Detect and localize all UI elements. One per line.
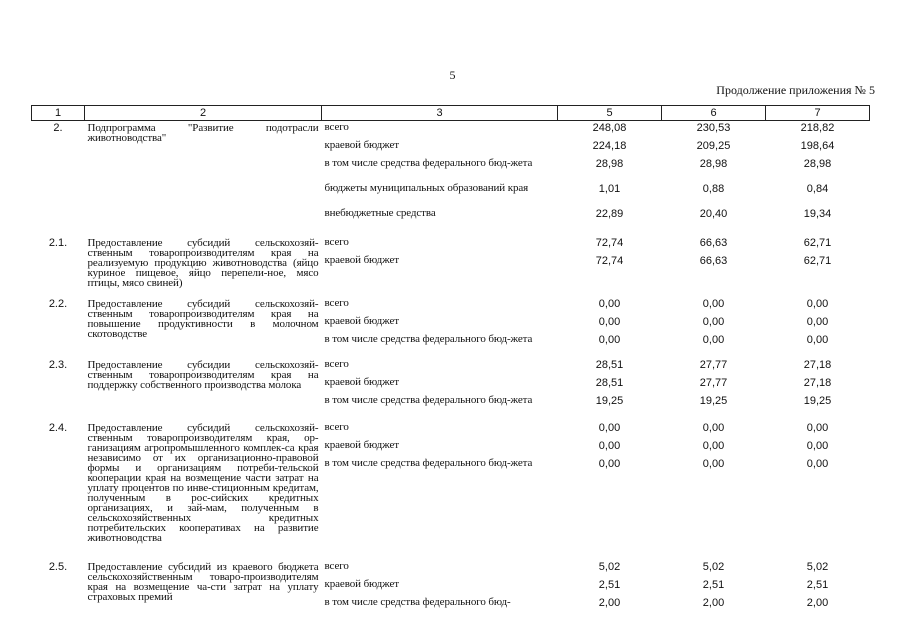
value-cell: 66,63 xyxy=(699,254,728,267)
value-cell: 27,77 xyxy=(699,376,728,389)
value-cell: 20,40 xyxy=(699,208,728,220)
value-cell: 27,18 xyxy=(803,358,832,371)
value-cell: 72,74 xyxy=(595,254,624,267)
value-cell: 0,88 xyxy=(702,183,725,195)
source-line: в том числе средства федерального бюд-жета xyxy=(324,393,533,406)
values-col-7 xyxy=(766,297,870,358)
values-col-6 xyxy=(662,421,766,560)
values-col-7 xyxy=(766,236,870,297)
table-row xyxy=(32,421,870,560)
values-col-5 xyxy=(558,121,662,236)
values-col-7 xyxy=(766,121,870,236)
value-cell: 0,00 xyxy=(702,457,725,470)
values-col-7 xyxy=(766,560,870,614)
row-number: 2.1. xyxy=(48,236,68,249)
value-cell: 62,71 xyxy=(803,236,832,249)
header-col-1: 1 xyxy=(32,106,85,121)
value-cell: 0,84 xyxy=(806,183,829,195)
value-cell: 0,00 xyxy=(702,421,725,434)
values-col-7 xyxy=(766,421,870,560)
source-line: всего xyxy=(324,559,349,572)
table-row xyxy=(32,560,870,614)
values-col-5 xyxy=(558,236,662,297)
source-line: краевой бюджет xyxy=(324,139,399,151)
value-cell: 218,82 xyxy=(800,122,835,134)
values-col-6 xyxy=(662,297,766,358)
values-col-5 xyxy=(558,297,662,358)
source-line: всего xyxy=(324,235,349,248)
value-cell: 19,25 xyxy=(803,394,832,407)
value-cell: 0,00 xyxy=(598,333,621,346)
header-col-3: 3 xyxy=(322,106,558,121)
value-cell: 72,74 xyxy=(595,236,624,249)
value-cell: 0,00 xyxy=(598,457,621,470)
value-cell: 19,25 xyxy=(699,394,728,407)
source-line: в том числе средства федерального бюд-жета xyxy=(324,332,533,345)
table-header xyxy=(32,106,870,121)
row-number: 2.3. xyxy=(48,358,68,371)
values-col-6 xyxy=(662,560,766,614)
source-line: краевой бюджет xyxy=(324,314,399,327)
value-cell: 19,25 xyxy=(595,394,624,407)
value-cell: 28,98 xyxy=(595,158,624,170)
source-line: всего xyxy=(324,357,349,370)
source-line: краевой бюджет xyxy=(324,438,399,451)
source-line: краевой бюджет xyxy=(324,375,399,388)
funding-sources xyxy=(322,297,558,358)
budget-table xyxy=(31,105,870,614)
source-line: краевой бюджет xyxy=(324,577,399,590)
table-row xyxy=(32,236,870,297)
value-cell: 0,00 xyxy=(598,297,621,310)
value-cell: 5,02 xyxy=(598,560,621,573)
values-col-6 xyxy=(662,236,766,297)
value-cell: 2,51 xyxy=(702,578,725,591)
source-line: в том числе средства федерального бюд-жета xyxy=(324,456,533,469)
source-line: всего xyxy=(324,121,349,133)
value-cell: 248,08 xyxy=(592,122,627,134)
row-name: Предоставление субсидии сельскохозяй-ственным товаропроизводителям края на поддержку собственного производства молока xyxy=(87,358,319,391)
table-row xyxy=(32,358,870,421)
value-cell: 66,63 xyxy=(699,236,728,249)
value-cell: 22,89 xyxy=(595,208,624,220)
value-cell: 0,00 xyxy=(702,439,725,452)
value-cell: 5,02 xyxy=(806,560,829,573)
row-name: Предоставление субсидий сельскохозяй-ственным товаропроизводителям края на повышение продуктивности в молочном скотоводстве xyxy=(87,297,319,340)
value-cell: 27,77 xyxy=(699,358,728,371)
row-name: Предоставление субсидий сельскохозяй-ственным товаропроизводителям края на реализуемую продукцию животноводства (яйцо куриное пищевое, яйцо перепели-ное, мясо птицы, мясо свиней) xyxy=(87,236,319,289)
value-cell: 5,02 xyxy=(702,560,725,573)
header-col-7: 7 xyxy=(766,106,870,121)
funding-sources xyxy=(322,358,558,421)
row-number: 2.5. xyxy=(48,560,68,573)
value-cell: 0,00 xyxy=(702,333,725,346)
values-col-5 xyxy=(558,421,662,560)
source-line: в том числе средства федерального бюд- xyxy=(324,595,511,608)
value-cell: 198,64 xyxy=(800,140,835,152)
source-line: бюджеты муниципальных образований края xyxy=(324,182,529,194)
value-cell: 0,00 xyxy=(702,297,725,310)
header-row xyxy=(32,106,870,121)
row-name: Подпрограмма "Развитие подотрасли животноводства" xyxy=(87,122,319,144)
value-cell: 2,00 xyxy=(598,596,621,609)
source-line: внебюджетные средства xyxy=(324,207,436,219)
value-cell: 28,98 xyxy=(699,158,728,170)
value-cell: 2,00 xyxy=(806,596,829,609)
value-cell: 2,51 xyxy=(598,578,621,591)
value-cell: 28,51 xyxy=(595,358,624,371)
value-cell: 2,51 xyxy=(806,578,829,591)
value-cell: 0,00 xyxy=(598,439,621,452)
values-col-6 xyxy=(662,358,766,421)
value-cell: 19,34 xyxy=(803,208,832,220)
table-row xyxy=(32,297,870,358)
value-cell: 1,01 xyxy=(598,183,621,195)
value-cell: 62,71 xyxy=(803,254,832,267)
value-cell: 0,00 xyxy=(806,457,829,470)
value-cell: 230,53 xyxy=(696,122,731,134)
page-number: 5 xyxy=(449,68,456,82)
source-line: всего xyxy=(324,420,349,433)
header-col-6: 6 xyxy=(662,106,766,121)
row-name: Предоставление субсидий сельскохозяй-ственным товаропроизводителям края, ор-ганизациям агропромышленного комплек-са края независимо от их организационно-правовой формы и организациям потреби-тельской кооперации края на возмещение части затрат на уплату процентов по инве-стиционным кредитам, полученным в рос-сийских кредитных организациях, и зай-мам, полученным в сельскохозяйственных кредитных потребительских кооперативах на развитие животноводства xyxy=(87,421,319,544)
value-cell: 0,00 xyxy=(806,297,829,310)
funding-sources xyxy=(322,421,558,560)
source-line: в том числе средства федерального бюд-жета xyxy=(324,157,533,169)
table-row xyxy=(32,121,870,236)
header-col-2: 2 xyxy=(85,106,322,121)
source-line: всего xyxy=(324,296,349,309)
row-number: 2.4. xyxy=(48,421,68,434)
value-cell: 0,00 xyxy=(598,315,621,328)
funding-sources xyxy=(322,560,558,614)
funding-sources xyxy=(322,236,558,297)
value-cell: 2,00 xyxy=(702,596,725,609)
values-col-7 xyxy=(766,358,870,421)
value-cell: 0,00 xyxy=(806,333,829,346)
value-cell: 28,98 xyxy=(803,158,832,170)
appendix-continuation-label: Продолжение приложения № 5 xyxy=(716,83,875,97)
row-number: 2. xyxy=(53,122,63,134)
value-cell: 0,00 xyxy=(806,421,829,434)
value-cell: 28,51 xyxy=(595,376,624,389)
value-cell: 0,00 xyxy=(806,439,829,452)
value-cell: 224,18 xyxy=(592,140,627,152)
values-col-5 xyxy=(558,560,662,614)
value-cell: 27,18 xyxy=(803,376,832,389)
funding-sources xyxy=(322,121,558,236)
values-col-5 xyxy=(558,358,662,421)
value-cell: 0,00 xyxy=(598,421,621,434)
header-col-5: 5 xyxy=(558,106,662,121)
value-cell: 209,25 xyxy=(696,140,731,152)
values-col-6 xyxy=(662,121,766,236)
row-name: Предоставление субсидий из краевого бюджета сельскохозяйственным товаро-производителям края на возмещение ча-сти затрат на уплату страховых премий xyxy=(87,560,319,603)
table-body xyxy=(32,121,870,614)
value-cell: 0,00 xyxy=(806,315,829,328)
value-cell: 0,00 xyxy=(702,315,725,328)
source-line: краевой бюджет xyxy=(324,253,399,266)
row-number: 2.2. xyxy=(48,297,68,310)
